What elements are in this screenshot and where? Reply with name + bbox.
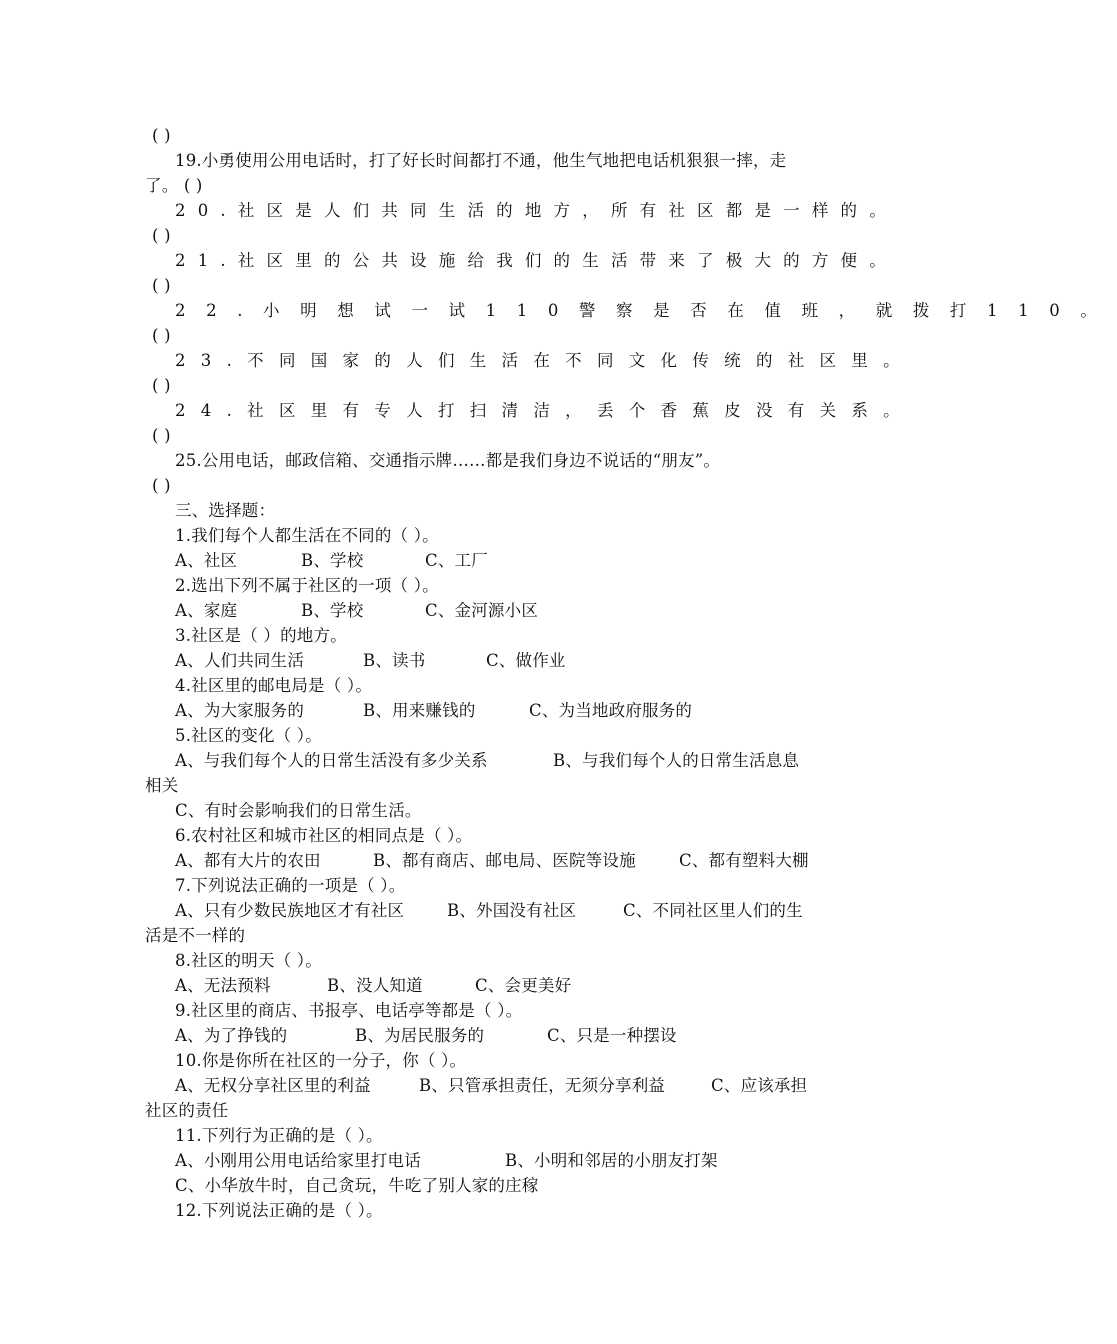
option-b: B、学校 xyxy=(301,601,364,620)
question-21-text: 21.社区里的公共设施给我们的生活带来了极大的方便。 xyxy=(175,251,898,270)
option-b: B、没人知道 xyxy=(327,976,423,995)
option-c-continued: 活是不一样的 xyxy=(145,926,246,945)
option-b: B、小明和邻居的小朋友打架 xyxy=(505,1151,718,1170)
choice-3-options xyxy=(175,649,815,673)
option-b-continued: 相关 xyxy=(145,776,179,795)
option-c: C、为当地政府服务的 xyxy=(529,701,693,720)
option-a: A、为大家服务的 xyxy=(175,701,305,720)
option-a: A、无权分享社区里的利益 xyxy=(175,1076,371,1095)
choice-5-options xyxy=(175,749,815,773)
option-a: A、家庭 xyxy=(175,601,238,620)
option-b: B、都有商店、邮电局、医院等设施 xyxy=(373,851,636,870)
option-c-continued: 社区的责任 xyxy=(145,1101,229,1120)
option-a: A、只有少数民族地区才有社区 xyxy=(175,901,405,920)
option-c: C、做作业 xyxy=(486,651,566,670)
option-a: A、都有大片的农田 xyxy=(175,851,321,870)
choice-4-options xyxy=(175,699,815,723)
choice-11-options xyxy=(175,1149,815,1173)
answer-blank: ( ) xyxy=(152,226,171,245)
choice-question-12: 12.下列说法正确的是（ ）。 xyxy=(175,1201,383,1220)
answer-blank: ( ) xyxy=(152,476,171,495)
choice-1-options xyxy=(175,549,815,573)
question-19-continued: 了。 ( ) xyxy=(145,176,203,195)
option-a: A、人们共同生活 xyxy=(175,651,305,670)
choice-question-3: 3.社区是（ ）的地方。 xyxy=(175,626,347,645)
section-title: 三、选择题： xyxy=(175,501,276,520)
option-a: A、无法预料 xyxy=(175,976,271,995)
question-24-text: 24.社区里有专人打扫清洁，丢个香蕉皮没有关系。 xyxy=(175,401,915,420)
answer-blank: ( ) xyxy=(152,426,171,445)
option-b: B、学校 xyxy=(301,551,364,570)
option-b: B、只管承担责任，无须分享利益 xyxy=(419,1076,666,1095)
answer-blank: ( ) xyxy=(152,276,171,295)
choice-question-2: 2.选出下列不属于社区的一项（ ）。 xyxy=(175,576,439,595)
option-c: C、只是一种摆设 xyxy=(547,1026,677,1045)
option-c: C、有时会影响我们的日常生活。 xyxy=(175,801,422,820)
option-b: B、用来赚钱的 xyxy=(363,701,476,720)
choice-10-options xyxy=(175,1074,815,1098)
choice-2-options xyxy=(175,599,815,623)
option-b: B、读书 xyxy=(363,651,426,670)
answer-blank: ( ) xyxy=(152,326,171,345)
question-22 xyxy=(175,299,1117,323)
option-a: A、为了挣钱的 xyxy=(175,1026,288,1045)
option-a: A、社区 xyxy=(175,551,238,570)
question-19: 19.小勇使用公用电话时，打了好长时间都打不通，他生气地把电话机狠狠一摔，走 xyxy=(175,151,787,170)
question-25: 25.公用电话，邮政信箱、交通指示牌……都是我们身边不说话的“朋友”。 xyxy=(175,451,721,470)
question-22-text: 22.小明想试一试110警察是否在值班，就拨打110。 xyxy=(175,301,1117,320)
question-24 xyxy=(175,399,915,423)
option-c: C、应该承担 xyxy=(711,1076,808,1095)
question-20-text: 20.社区是人们共同生活的地方，所有社区都是一样的。 xyxy=(175,201,898,220)
option-c: C、会更美好 xyxy=(475,976,572,995)
answer-blank: ( ) xyxy=(152,126,171,145)
option-c: C、工厂 xyxy=(425,551,488,570)
option-c: C、都有塑料大棚 xyxy=(679,851,809,870)
option-b: B、外国没有社区 xyxy=(447,901,577,920)
choice-9-options xyxy=(175,1024,815,1048)
choice-6-options xyxy=(175,849,815,873)
choice-question-6: 6.农村社区和城市社区的相同点是（ ）。 xyxy=(175,826,473,845)
option-a: A、小刚用公用电话给家里打电话 xyxy=(175,1151,421,1170)
option-b: B、与我们每个人的日常生活息息 xyxy=(553,751,800,770)
option-c: C、金河源小区 xyxy=(425,601,539,620)
choice-question-1: 1.我们每个人都生活在不同的（ ）。 xyxy=(175,526,439,545)
option-b: B、为居民服务的 xyxy=(355,1026,485,1045)
option-c: C、不同社区里人们的生 xyxy=(623,901,803,920)
choice-question-5: 5.社区的变化（ ）。 xyxy=(175,726,322,745)
answer-blank: ( ) xyxy=(152,376,171,395)
question-20 xyxy=(175,199,898,223)
choice-question-11: 11.下列行为正确的是（ ）。 xyxy=(175,1126,383,1145)
question-23-text: 23.不同国家的人们生活在不同文化传统的社区里。 xyxy=(175,351,915,370)
question-21 xyxy=(175,249,898,273)
choice-question-8: 8.社区的明天（ ）。 xyxy=(175,951,322,970)
option-c: C、小华放牛时，自己贪玩，牛吃了别人家的庄稼 xyxy=(175,1176,539,1195)
option-a: A、与我们每个人的日常生活没有多少关系 xyxy=(175,751,488,770)
choice-8-options xyxy=(175,974,815,998)
choice-question-9: 9.社区里的商店、书报亭、电话亭等都是（ ）。 xyxy=(175,1001,523,1020)
question-23 xyxy=(175,349,915,373)
choice-question-4: 4.社区里的邮电局是（ ）。 xyxy=(175,676,373,695)
choice-7-options xyxy=(175,899,815,923)
choice-question-10: 10.你是你所在社区的一分子，你（ ）。 xyxy=(175,1051,467,1070)
choice-question-7: 7.下列说法正确的一项是（ ）。 xyxy=(175,876,406,895)
